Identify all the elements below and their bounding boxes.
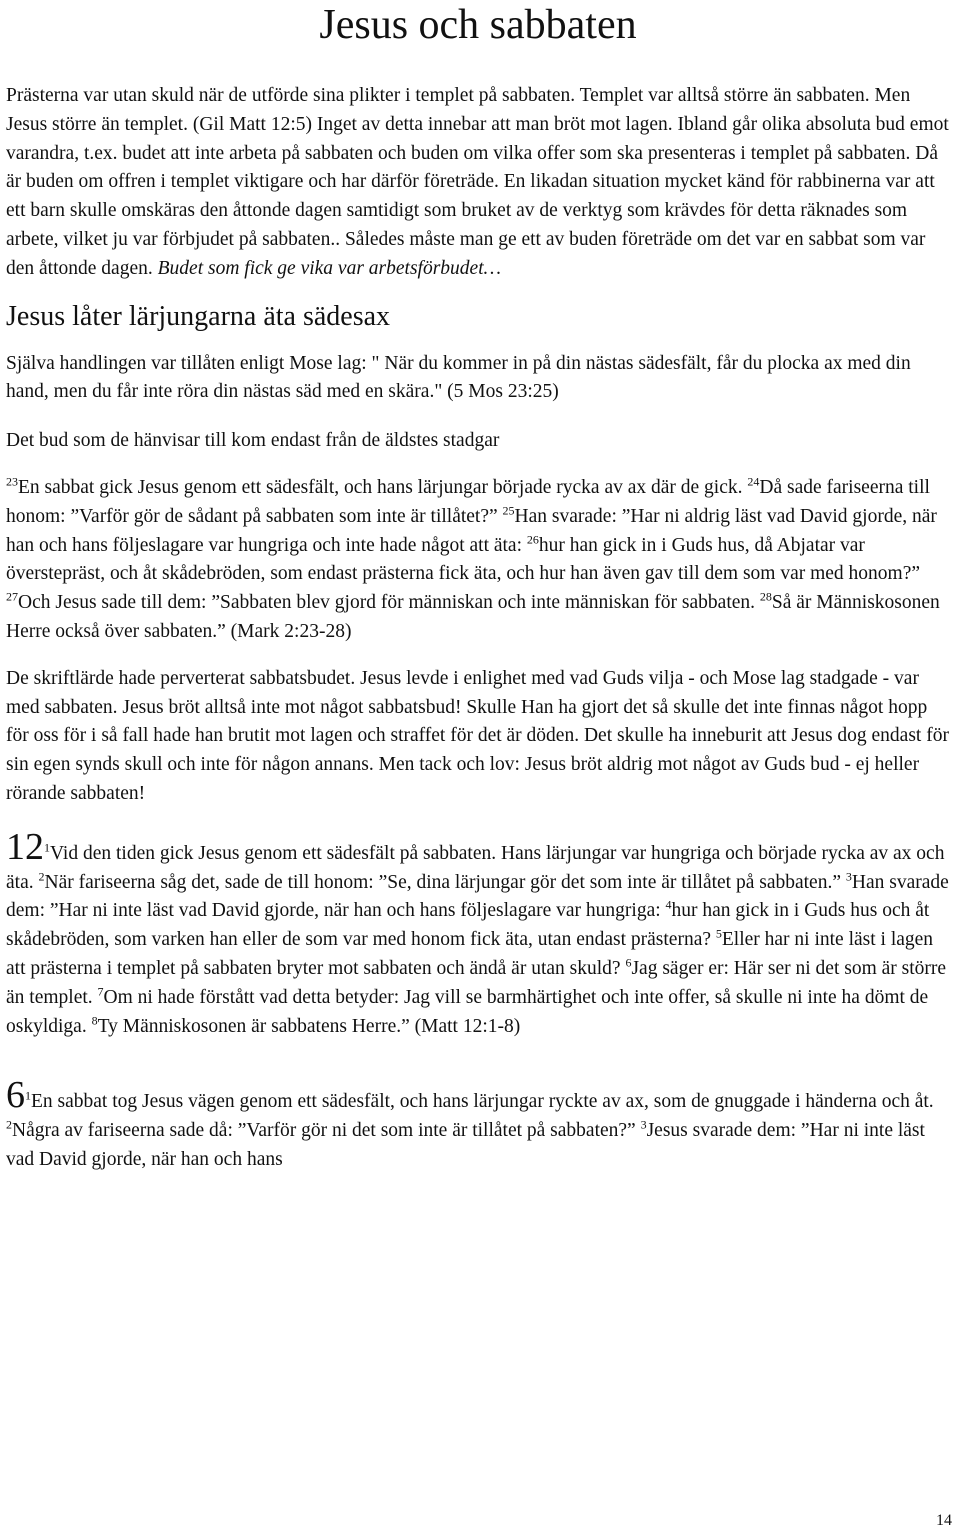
verse-number: 6 (625, 955, 632, 970)
verse-number: 27 (6, 589, 18, 604)
verse-number: 7 (97, 984, 104, 999)
verse-text: En sabbat gick Jesus genom ett sädesfält, och hans lärjungar började rycka av ax där de gick. (18, 476, 748, 498)
verse-number: 2 (38, 869, 45, 884)
verse-text: Då sade fariseerna till honom: ”Varför gör de sådant på sabbaten som inte är tillåtet?” (6, 476, 930, 527)
chapter-number: 6 (6, 1074, 25, 1117)
verse-number: 3 (640, 1117, 647, 1132)
page-title: Jesus och sabbaten (319, 2, 637, 48)
verse-number: 23 (6, 474, 18, 489)
verse-text: Han svarade dem: ”Har ni inte läst vad David gjorde, när han och hans följeslagare var hungriga: (6, 871, 949, 922)
verse-text: Om ni hade förstått vad detta betyder: Jag vill se barmhärtighet och inte offer, så skulle ni inte ha dömt de oskyldiga. (6, 986, 929, 1037)
verse-number: 2 (6, 1117, 12, 1132)
verse-text: Han svarade: ”Har ni aldrig läst vad David gjorde, när han och hans följeslagare var hungriga och inte hade något att äta: (6, 505, 937, 556)
intro-paragraph (6, 82, 950, 284)
verse-number: 8 (91, 1013, 98, 1028)
verse-text: Några av fariseerna sade då: ”Varför gör ni det som inte är tillåtet på sabbaten?” (12, 1120, 641, 1142)
document-page (6, 0, 950, 1175)
page-number: 14 (936, 1512, 952, 1529)
mark-passage (6, 474, 950, 647)
verse-number: 28 (759, 589, 772, 604)
verse-number: 5 (715, 926, 722, 941)
verse-text: hur han gick in i Guds hus, då Abjatar var överstepräst, och åt skådebröden, som endast prästerna fick äta, och hur han även gav till dem som var med honom?” (6, 534, 921, 585)
verse-number: 25 (502, 503, 515, 518)
verse-text: Ty Människosonen är sabbatens Herre.” (Matt 12:1-8) (97, 1015, 521, 1037)
verse-number: 4 (665, 897, 672, 912)
verse-number: 3 (845, 869, 852, 884)
matthew-passage (6, 825, 950, 1042)
chapter-number: 12 (6, 825, 44, 868)
intro-text: Prästerna var utan skuld när de utförde sina plikter i templet på sabbaten. Templet var alltså större än sabbaten. Men Jesus större än templet. (Gil Matt 12:5) Inget av detta innebar att man bröt mot lagen. Ibland går olika absoluta bud emot varandra, t.ex. budet att inte arbeta på sabbaten och buden om vilka offer som ska presenteras i templet på sabbaten. Då är buden om offren i templet viktigare och har därför företräde. En likadan situation mycket känd för rabbinerna var att ett barn skulle omskäras den åttonde dagen samtidigt som bruket av de verktyg som krävdes för detta räknades som arbete, vilket ju var förbjudet på sabbaten.. Således måste man ge ett av buden företräde om det var en sabbat som var den åttonde dagen. (6, 85, 949, 279)
skriftlarde-paragraph: De skriftlärde hade perverterat sabbatsbudet. Jesus levde i enlighet med vad Guds vilja - och Mose lag stadgade - var med sabbaten. Jesus bröt alltså inte mot något sabbatsbud! Skulle Han ha gjort det så skulle det inte finnas något hopp för oss för i så fall hade han brutit mot lagen och straffet för det är döden. Det skulle ha inneburit att Jesus dog endast för sin egen synds skull och inte för någon annans. Men tack och lov: Jesus bröt aldrig mot något av Guds bud - ej heller rörande sabbaten! (6, 667, 949, 804)
verse-text: hur han gick in i Guds hus och åt skådebröden, som varken han eller de som var med honom fick äta, utan endast prästerna? (6, 900, 930, 951)
verse-text: Vid den tiden gick Jesus genom ett sädesfält på sabbaten. Hans lärjungar var hungriga och började rycka av ax och äta. (6, 842, 945, 893)
verse-text: Och Jesus sade till dem: ”Sabbaten blev gjord för människan och inte människan för sabbaten. (18, 592, 760, 614)
verse-number: 26 (526, 532, 539, 547)
bud-paragraph: Det bud som de hänvisar till kom endast från de äldstes stadgar (6, 430, 500, 452)
verse-text: Jesus svarade dem: ”Har ni inte läst vad David gjorde, när han och hans (6, 1120, 925, 1170)
verse-text: När fariseerna såg det, sade de till honom: ”Se, dina lärjungar gör det som inte är tillåtet på sabbaten.” (44, 871, 846, 893)
verse-text: En sabbat tog Jesus vägen genom ett sädesfält, och hans lärjungar ryckte av ax, som de gnuggade i händerna och åt. (31, 1091, 934, 1113)
verse-text: Eller har ni inte läst i lagen att prästerna i templet på sabbaten bryter mot sabbaten och ändå är utan skuld? (6, 929, 934, 979)
verse-number: 1 (44, 840, 50, 855)
verse-text: Jag säger er: Här ser ni det som är större än templet. (6, 957, 947, 1008)
luke-passage (6, 1074, 950, 1174)
intro-italic-text: Budet som fick ge vika var arbetsförbudet… (157, 257, 501, 279)
verse-text: Så är Människosonen Herre också över sabbaten.” (Mark 2:23-28) (6, 592, 940, 642)
verse-number: 1 (25, 1088, 31, 1103)
section-heading: Jesus låter lärjungarna äta sädesax (6, 300, 391, 332)
handling-paragraph: Själva handlingen var tillåten enligt Mose lag: " När du kommer in på din nästas sädesfält, får du plocka ax med din hand, men du får inte röra din nästas säd med en skära." (5 Mos 23:25) (6, 352, 911, 403)
verse-number: 24 (747, 474, 760, 489)
